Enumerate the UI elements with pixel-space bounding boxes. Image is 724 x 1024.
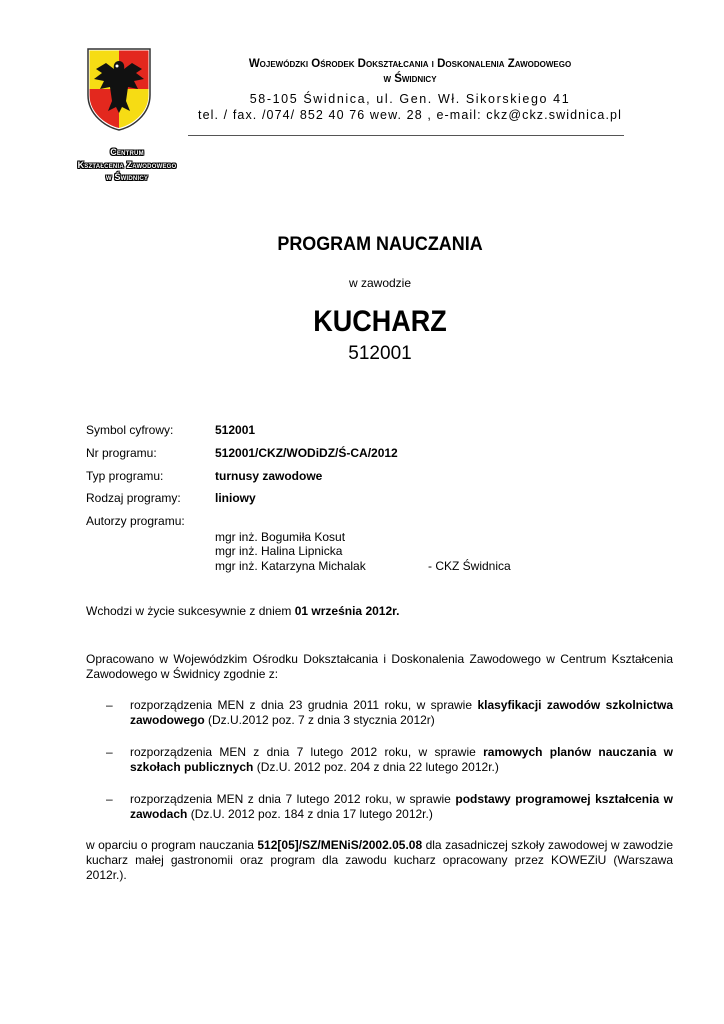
program-type-label: Typ programu: (86, 469, 164, 483)
header-divider (188, 135, 624, 136)
program-type-value: turnusy zawodowe (215, 469, 323, 483)
coat-of-arms-icon (86, 47, 152, 131)
symbol-label: Symbol cyfrowy: (86, 423, 174, 437)
based-on-prefix: w oparciu o program nauczania (86, 838, 258, 852)
program-kind-label: Rodzaj programy: (86, 491, 181, 505)
author-item: mgr inż. Bogumiła Kosut (215, 530, 346, 544)
prepared-paragraph: Opracowano w Wojewódzkim Ośrodku Dokształcania i Doskonalenia Zawodowego w Centrum Kształcenia Zawodowego w Świdnicy zgodnie z: (86, 652, 673, 681)
organization-city: w Świdnicy (383, 73, 437, 85)
trade-code: 512001 (348, 343, 412, 364)
regulation-subject: ramowych planów nauczania w szkołach publicznych (130, 745, 674, 774)
base-program-code: 512[05]/SZ/MENiS/2002.05.08 (257, 838, 423, 852)
based-on-paragraph (86, 838, 673, 883)
program-number-label: Nr programu: (86, 446, 157, 460)
ckz-logo-line3: w Świdnicy (105, 172, 149, 182)
organization-address: 58-105 Świdnica, ul. Gen. Wł. Sikorskiego 41 (249, 92, 571, 106)
ckz-logo-line2: Kształcenia Zawodowego (77, 160, 177, 170)
symbol-value: 512001 (215, 423, 256, 437)
regulation-item (130, 745, 673, 775)
organization-contact: tel. / fax. /074/ 852 40 76 wew. 28 , e-mail: ckz@ckz.swidnica.pl (198, 108, 622, 122)
regulation-reference: (Dz.U. 2012 poz. 204 z dnia 22 lutego 2012r.) (253, 760, 499, 774)
regulation-item (130, 698, 673, 728)
effective-date-prefix: Wchodzi w życie sukcesywnie z dniem (86, 604, 295, 618)
ckz-logo-line1: Centrum (110, 147, 144, 157)
trade-intro: w zawodzie (348, 276, 412, 290)
regulation-item (130, 792, 673, 822)
regulation-text: rozporządzenia MEN z dnia 7 lutego 2012 roku, w sprawie (130, 792, 456, 806)
effective-date-paragraph (86, 604, 673, 619)
regulation-subject: podstawy programowej kształcenia w zawodach (130, 792, 673, 821)
regulation-text: rozporządzenia MEN z dnia 23 grudnia 2011 roku, w sprawie (130, 698, 478, 712)
regulation-reference: (Dz.U. 2012 poz. 184 z dnia 17 lutego 2012r.) (187, 807, 433, 821)
regulation-text: rozporządzenia MEN z dnia 7 lutego 2012 roku, w sprawie (130, 745, 484, 759)
regulation-reference: (Dz.U.2012 poz. 7 z dnia 3 stycznia 2012r) (204, 713, 435, 727)
program-kind-value: liniowy (215, 491, 256, 505)
authors-location: - CKZ Świdnica (428, 559, 511, 573)
document-title: PROGRAM NAUCZANIA (277, 233, 483, 255)
program-number-value: 512001/CKZ/WODiDZ/Ś-CA/2012 (215, 446, 398, 460)
organization-name: Wojewódzki Ośrodek Dokształcania i Doskonalenia Zawodowego (248, 58, 572, 70)
based-on-suffix: dla zasadniczej szkoły zawodowej w zawodzie kucharz małej gastronomii oraz program dla zawodu kucharz opracowany przez KOWEZiU (Warszawa 2012r.). (86, 838, 673, 882)
bullet-dash: – (106, 792, 113, 806)
regulation-subject: klasyfikacji zawodów szkolnictwa zawodowego (130, 698, 674, 727)
trade-name: KUCHARZ (313, 305, 447, 338)
author-item: mgr inż. Halina Lipnicka (215, 544, 343, 558)
authors-label: Autorzy programu: (86, 514, 185, 528)
effective-date: 01 września 2012r. (294, 604, 400, 618)
author-item: mgr inż. Katarzyna Michalak (215, 559, 366, 573)
bullet-dash: – (106, 745, 113, 759)
bullet-dash: – (106, 698, 113, 712)
